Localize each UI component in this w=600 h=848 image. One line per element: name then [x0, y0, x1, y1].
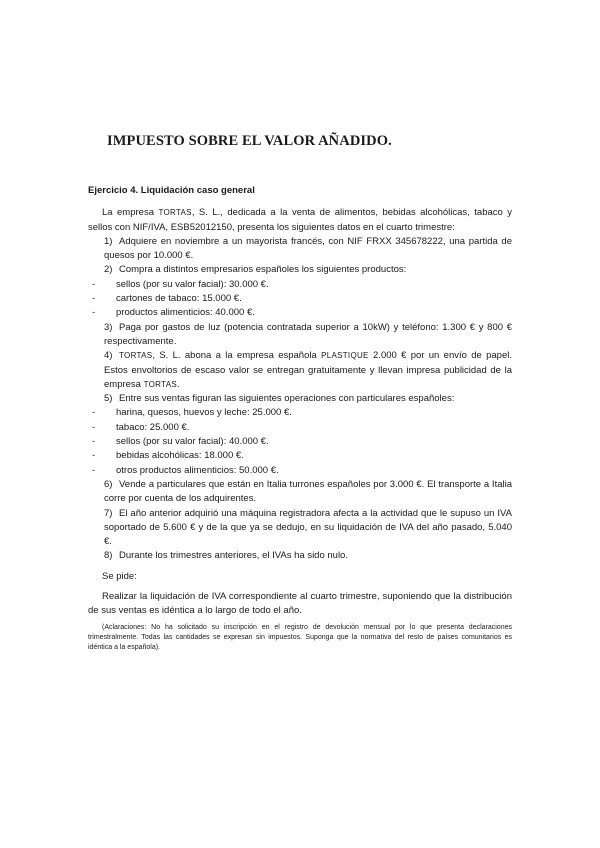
list-item: - sellos (por su valor facial): 40.000 €. — [92, 436, 269, 448]
list-item: - harina, quesos, huevos y leche: 25.000 €. — [92, 407, 292, 419]
notes-paragraph: (Aclaraciones: No ha solicitado su inscripción en el registro de devolución mensual por lo que presenta declaraciones trimestralmente. Todas las cantidades se expresan sin impuestos. Suponga que la normativa del resto de países comunitarios es idéntica a la española). — [88, 623, 512, 651]
question-paragraph: Realizar la liquidación de IVA correspondiente al cuarto trimestre, suponiendo que la distribución de sus ventas es idéntica a lo largo de todo el año. — [88, 591, 512, 617]
item-3: 3) Paga por gastos de luz (potencia contratada superior a 10kW) y teléfono: 1.300 € y 800 € respectivamente. — [104, 321, 512, 347]
list-item: - sellos (por su valor facial): 30.000 €. — [92, 278, 269, 290]
item-7: 7) El año anterior adquirió una máquina registradora afecta a la actividad que le supuso un IVA soportado de 5.600 € y de la que ya se dedujo, en su liquidación de IVA del año pasado, 5.040 €. — [104, 507, 512, 548]
list-item: - otros productos alimenticios: 50.000 €. — [92, 464, 279, 476]
se-pide: Se pide: — [102, 570, 137, 582]
list-item: - tabaco: 25.000 €. — [92, 421, 190, 433]
list-item: - productos alimenticios: 40.000 €. — [92, 307, 255, 319]
document-title: IMPUESTO SOBRE EL VALOR AÑADIDO. — [107, 133, 392, 149]
exercise-body — [88, 184, 512, 653]
item-2: 2) Compra a distintos empresarios españoles los siguientes productos: — [104, 264, 407, 276]
company-name: TORTAS — [158, 208, 192, 218]
item-1: 1) Adquiere en noviembre a un mayorista francés, con NIF FRXX 345678222, una partida de quesos por 10.000 €. — [104, 235, 512, 262]
item-8: 8) Durante los trimestres anteriores, el IVAs ha sido nulo. — [104, 550, 348, 562]
exercise-title: Ejercicio 4. Liquidación caso general — [88, 185, 255, 196]
list-item: - bebidas alcohólicas: 18.000 €. — [92, 450, 244, 462]
item-6: 6) Vende a particulares que están en Italia turrones españoles por 3.000 €. El transporte a Italia corre por cuenta de los adquirentes. — [104, 478, 512, 505]
item-5: 5) Entre sus ventas figuran las siguientes operaciones con particulares españoles: — [104, 393, 455, 405]
intro-paragraph: La empresa TORTAS, S. L., dedicada a la venta de alimentos, bebidas alcohólicas, tabaco y sellos con NIF/IVA, ESB52012150, presenta los siguientes datos en el cuarto trimestre: — [88, 207, 513, 233]
list-item: - cartones de tabaco: 15.000 €. — [92, 293, 242, 305]
item-4: 4) TORTAS, S. L. abona a la empresa española PLASTIQUE 2.000 € por un envío de papel. Estos envoltorios de escaso valor se entregan gratuitamente y llevan impresa publicidad de la empresa TORTAS. — [104, 350, 512, 390]
